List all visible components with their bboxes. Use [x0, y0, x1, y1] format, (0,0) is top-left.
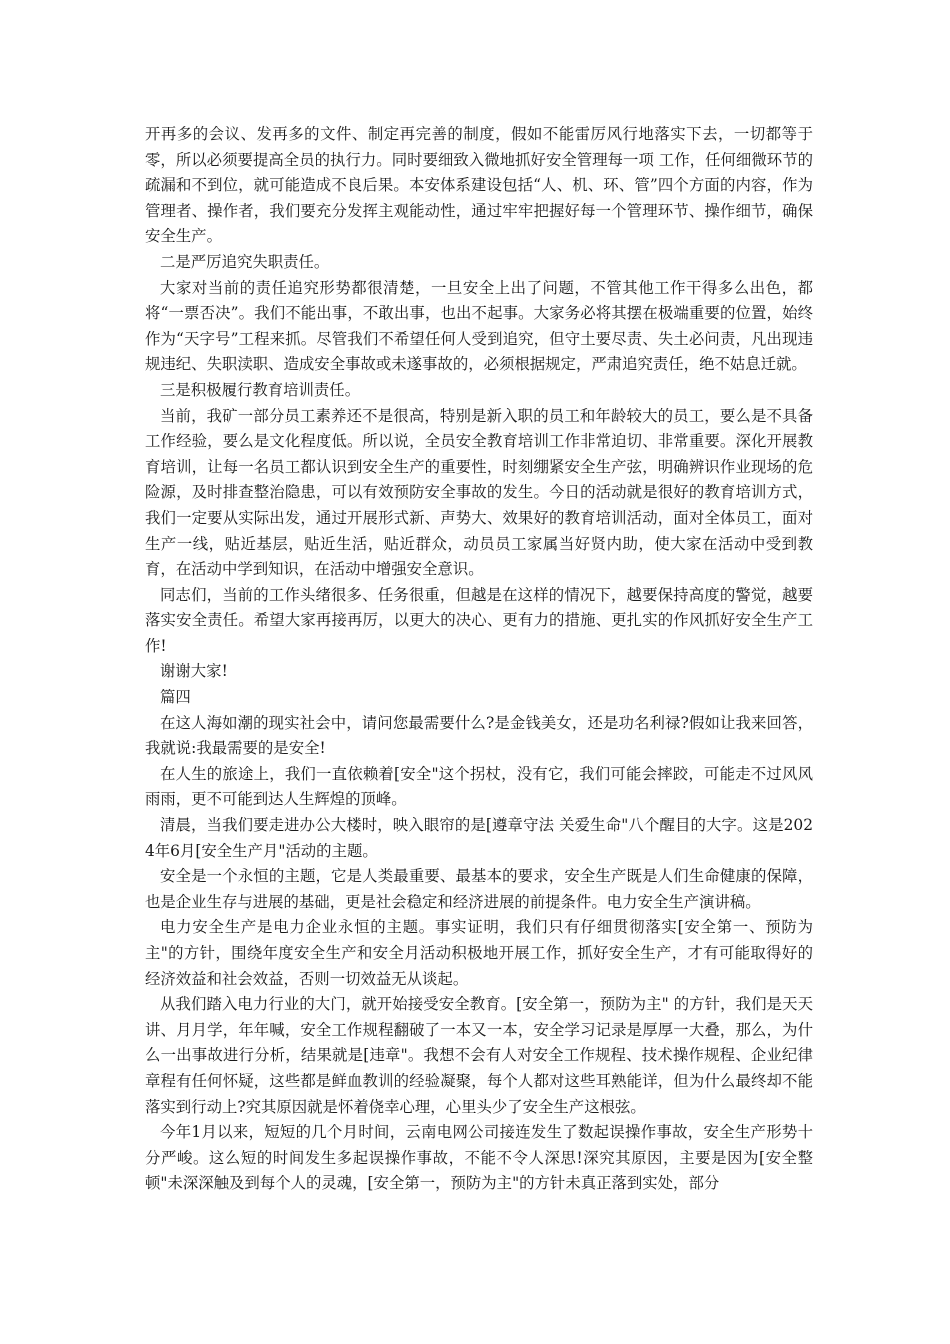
paragraph: 当前，我矿一部分员工素养还不是很高，特别是新入职的员工和年龄较大的员工，要么是不具备工作经验，要么是文化程度低。所以说，全员安全教育培训工作非常迫切、非常重要。深化开展教育培训，让每一名员工都认识到安全生产的重要性，时刻绷紧安全生产弦，明确辨识作业现场的危险源，及时排查整治隐患，可以有效预防安全事故的发生。今日的活动就是很好的教育培训方式，我们一定要从实际出发，通过开展形式新、声势大、效果好的教育培训活动，面对全体员工，面对生产一线，贴近基层，贴近生活，贴近群众，动员员工家属当好贤内助，使大家在活动中受到教育，在活动中学到知识，在活动中增强安全意识。	[145, 406, 813, 579]
paragraph: 在人生的旅途上，我们一直依赖着[安全"这个拐杖，没有它，我们可能会摔跤，可能走不过风风雨雨，更不可能到达人生辉煌的顶峰。	[145, 764, 813, 809]
closing-line: 谢谢大家!	[160, 662, 228, 681]
paragraph: 开再多的会议、发再多的文件、制定再完善的制度，假如不能雷厉风行地落实下去，一切都等于零，所以必须要提高全员的执行力。同时要细致入微地抓好安全管理每一项 工作，任何细微环节的疏漏和不到位，就可能造成不良后果。本安体系建设包括“人、机、环、管”四个方面的内容，作为管理者、操作者，我们要充分发挥主观能动性，通过牢牢把握好每一个管理环节、操作细节，确保安全生产。	[145, 125, 813, 246]
section-heading: 二是严厉追究失职责任。	[160, 252, 330, 271]
paragraph: 今年1月以来，短短的几个月时间，云南电网公司接连发生了数起误操作事故，安全生产形势十分严峻。这么短的时间发生多起误操作事故，不能不令人深思!深究其原因，主要是因为[安全整顿"未深深触及到每个人的灵魂，[安全第一，预防为主"的方针未真正落到实处，部分	[145, 1123, 813, 1193]
paragraph: 从我们踏入电力行业的大门，就开始接受安全教育。[安全第一，预防为主" 的方针，我们是天天讲、月月学，年年喊，安全工作规程翻破了一本又一本，安全学习记录是厚厚一大叠，那么，为什么一出事故进行分析，结果就是[违章"。我想不会有人对安全工作规程、技术操作规程、企业纪律章程有任何怀疑，这些都是鲜血教训的经验凝聚，每个人都对这些耳熟能详，但为什么最终却不能落实到行动上?究其原因就是怀着侥幸心理，心里头少了安全生产这根弦。	[145, 995, 813, 1116]
section-title: 篇四	[160, 688, 191, 707]
paragraph: 安全是一个永恒的主题，它是人类最重要、最基本的要求，安全生产既是人们生命健康的保障，也是企业生存与进展的基础，更是社会稳定和经济进展的前提条件。电力安全生产演讲稿。	[145, 867, 813, 911]
paragraph: 电力安全生产是电力企业永恒的主题。事实证明，我们只有仔细贯彻落实[安全第一、预防为主"的方针，围绕年度安全生产和安全月活动积极地开展工作，抓好安全生产，才有可能取得好的经济效益和社会效益，否则一切效益无从谈起。	[145, 918, 813, 988]
paragraph: 大家对当前的责任追究形势都很清楚，一旦安全上出了问题，不管其他工作干得多么出色，都将“一票否决”。我们不能出事，不敢出事，也出不起事。大家务必将其摆在极端重要的位置，始终作为“天字号”工程来抓。尽管我们不希望任何人受到追究，但守土要尽责、失土必问责，凡出现违规违纪、失职渎职、造成安全事故或未遂事故的，必须根据规定，严肃追究责任，绝不姑息迁就。	[145, 278, 813, 374]
paragraph: 同志们，当前的工作头绪很多、任务很重，但越是在这样的情况下，越要保持高度的警觉，越要落实安全责任。希望大家再接再厉，以更大的决心、更有力的措施、更扎实的作风抓好安全生产工作!	[145, 585, 813, 655]
paragraph: 在这人海如潮的现实社会中，请问您最需要什么?是金钱美女，还是功名利禄?假如让我来回答，我就说:我最需要的是安全!	[145, 713, 813, 758]
paragraph: 清晨，当我们要走进办公大楼时，映入眼帘的是[遵章守法 关爱生命"八个醒目的大字。这是2024年6月[安全生产月"活动的主题。	[145, 816, 813, 860]
document-body	[145, 122, 813, 1197]
section-heading: 三是积极履行教育培训责任。	[160, 380, 361, 399]
